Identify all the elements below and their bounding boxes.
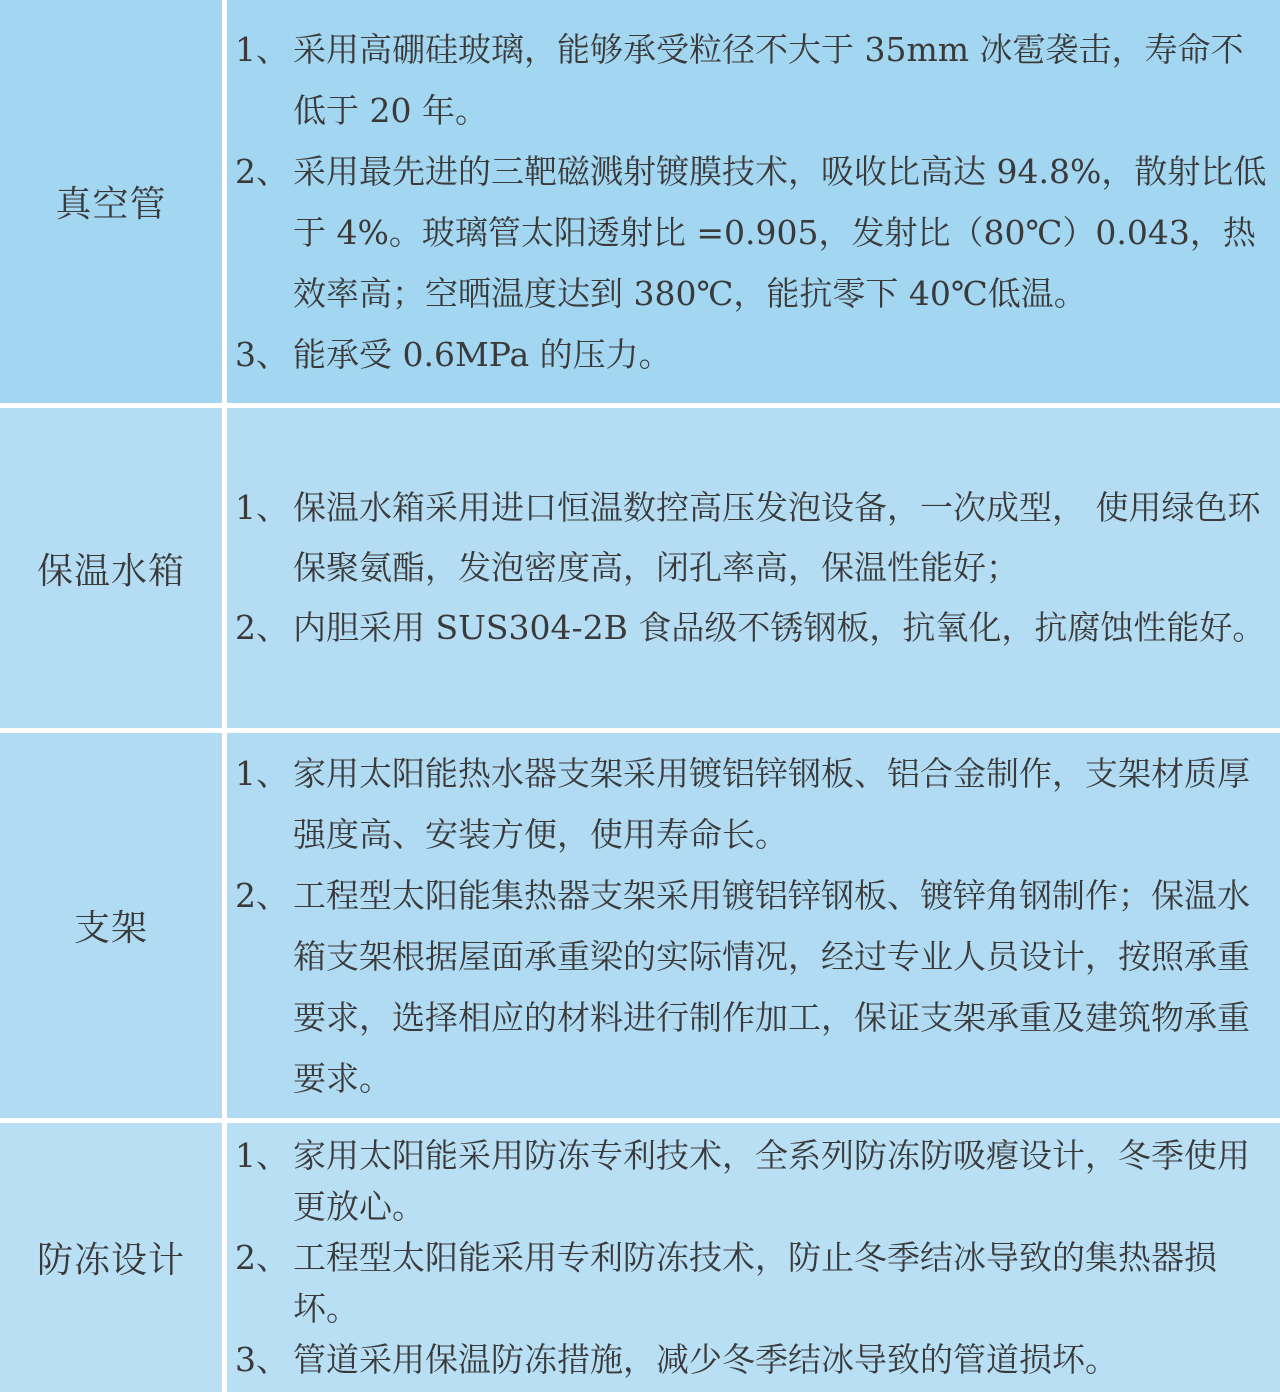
list-item	[235, 1334, 1274, 1385]
item-number: 3、	[235, 1340, 289, 1379]
item-text: 采用最先进的三靶磁溅射镀膜技术，吸收比高达 94.8%，散射比低于 4%。玻璃管太阳透射比 =0.905，发射比（80℃）0.043，热效率高；空晒温度达到 380℃，能抗零下 40℃低温。	[293, 151, 1267, 313]
item-text: 工程型太阳能采用专利防冻技术，防止冬季结冰导致的集热器损坏。	[293, 1238, 1217, 1328]
row-content	[222, 408, 1280, 728]
row-label: 保温水箱	[0, 408, 222, 728]
item-number: 1、	[235, 488, 289, 527]
item-number: 2、	[235, 608, 289, 647]
item-text: 家用太阳能热水器支架采用镀铝锌钢板、铝合金制作，支架材质厚强度高、安装方便，使用寿命长。	[293, 753, 1250, 854]
row-label: 真空管	[0, 0, 222, 403]
item-number: 1、	[235, 1136, 289, 1175]
item-number: 2、	[235, 875, 289, 915]
item-text: 管道采用保温防冻措施，减少冬季结冰导致的管道损坏。	[293, 1340, 1118, 1379]
list-item	[235, 598, 1274, 658]
table-row	[0, 0, 1280, 403]
row-label: 支架	[0, 733, 222, 1118]
item-number: 3、	[235, 334, 289, 374]
list-item	[235, 19, 1274, 141]
list-item	[235, 1130, 1274, 1232]
item-text: 采用高硼硅玻璃，能够承受粒径不大于 35mm 冰雹袭击，寿命不低于 20 年。	[293, 29, 1244, 130]
list-item	[235, 743, 1274, 865]
list-item	[235, 324, 1274, 385]
list-item	[235, 478, 1274, 598]
item-text: 工程型太阳能集热器支架采用镀铝锌钢板、镀锌角钢制作；保温水箱支架根据屋面承重梁的实际情况，经过专业人员设计，按照承重要求，选择相应的材料进行制作加工，保证支架承重及建筑物承重要求。	[293, 875, 1250, 1098]
row-content	[222, 1123, 1280, 1392]
item-number: 1、	[235, 29, 289, 69]
item-text: 内胆采用 SUS304-2B 食品级不锈钢板，抗氧化，抗腐蚀性能好。	[293, 608, 1266, 647]
row-content	[222, 733, 1280, 1118]
item-text: 保温水箱采用进口恒温数控高压发泡设备，一次成型， 使用绿色环保聚氨酯，发泡密度高，闭孔率高，保温性能好；	[293, 488, 1261, 587]
item-text: 家用太阳能采用防冻专利技术，全系列防冻防吸瘪设计，冬季使用更放心。	[293, 1136, 1250, 1226]
item-number: 1、	[235, 753, 289, 793]
item-text: 能承受 0.6MPa 的压力。	[293, 334, 672, 374]
list-item	[235, 865, 1274, 1109]
row-label: 防冻设计	[0, 1123, 222, 1392]
table-row	[0, 728, 1280, 1118]
list-item	[235, 1232, 1274, 1334]
row-content	[222, 0, 1280, 403]
item-number: 2、	[235, 151, 289, 191]
table-row	[0, 403, 1280, 728]
item-number: 2、	[235, 1238, 289, 1277]
list-item	[235, 141, 1274, 324]
table-row	[0, 1118, 1280, 1392]
